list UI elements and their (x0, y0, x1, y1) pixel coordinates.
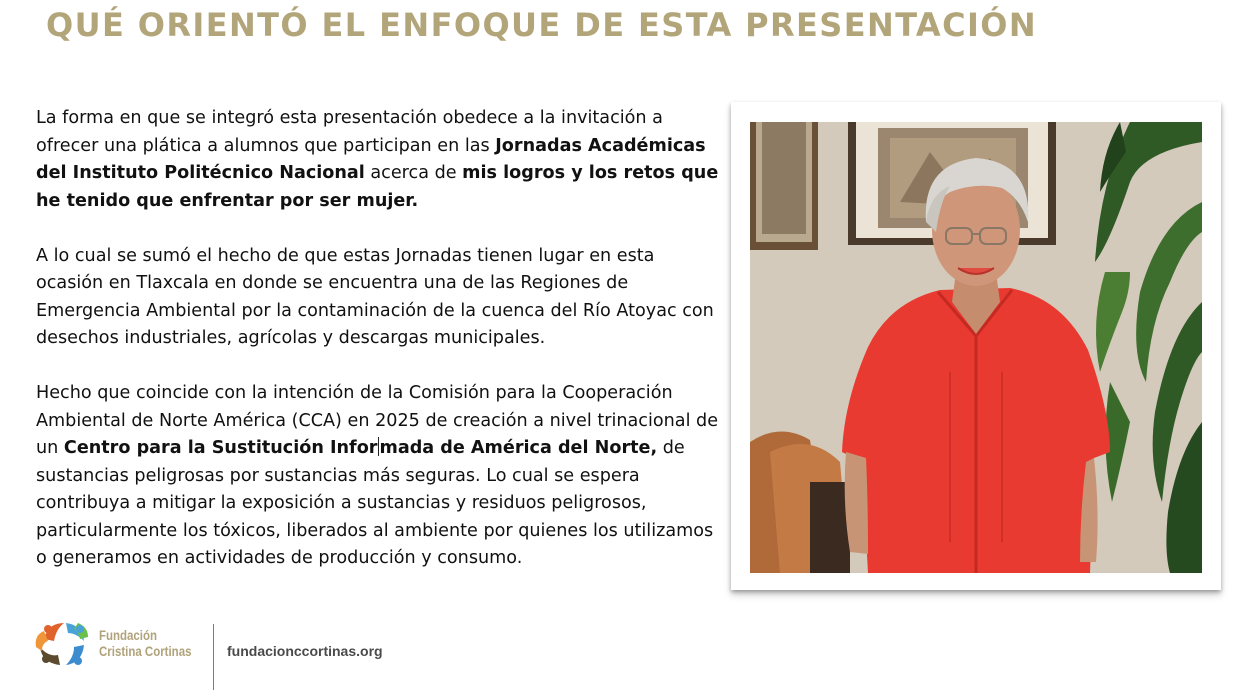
slide-title: QUÉ ORIENTÓ EL ENFOQUE DE ESTA PRESENTACIÓN (46, 6, 1038, 44)
body-text (36, 105, 726, 573)
paragraph-cca (36, 380, 726, 573)
p3-text-a: Hecho que coincide con la intención de la Comisión para la Cooperación Ambiental de Norte América (CCA) en 2025 de creación a nivel trinacional de un (36, 383, 719, 458)
p1-bold-logros: mis logros y los retos que he tenido que enfrentar por ser mujer. (36, 163, 719, 211)
photo-frame (731, 102, 1221, 590)
p1-text-a: La forma en que se integró esta presentación obedece a la invitación a ofrecer una plática a alumnos que participan en las (36, 108, 663, 156)
logo-text-cristina-cortinas: Cristina Cortinas (99, 644, 192, 659)
footer-divider (213, 624, 214, 690)
foundation-logo-icon (34, 617, 90, 671)
logo-text-fundacion: Fundación (99, 628, 158, 643)
website-link[interactable]: fundacionccortinas.org (227, 643, 383, 659)
p3-bold-part2: mada de América del Norte, (379, 438, 658, 458)
paragraph-invitation (36, 105, 726, 215)
p2-text: A lo cual se sumó el hecho de que estas Jornadas tienen lugar en esta ocasión en Tlaxcala en donde se encuentra una de las Regiones de Emergencia Ambiental por la contaminación de la cuenca del Río Atoyac con desechos industriales, agrícolas y descargas municipales. (36, 245, 714, 348)
p3-bold-centro (64, 438, 657, 458)
p3-text-c: de sustancias peligrosas por sustancias más seguras. Lo cual se espera contribuya a mitigar la exposición a sustancias y residuos peligrosos, particularmente los tóxicos, liberados al ambiente por quienes los utilizamos o generamos en actividades de producción y consumo. (36, 438, 714, 568)
p1-bold-jornadas: Jornadas Académicas del Instituto Politécnico Nacional (36, 135, 706, 183)
p3-bold-part1: Centro para la Sustitución Infor (63, 438, 378, 458)
portrait-photo (750, 122, 1202, 573)
wall-picture-left (750, 122, 818, 250)
paragraph-tlaxcala (36, 243, 726, 353)
p1-text-c: acerca de (364, 163, 463, 183)
